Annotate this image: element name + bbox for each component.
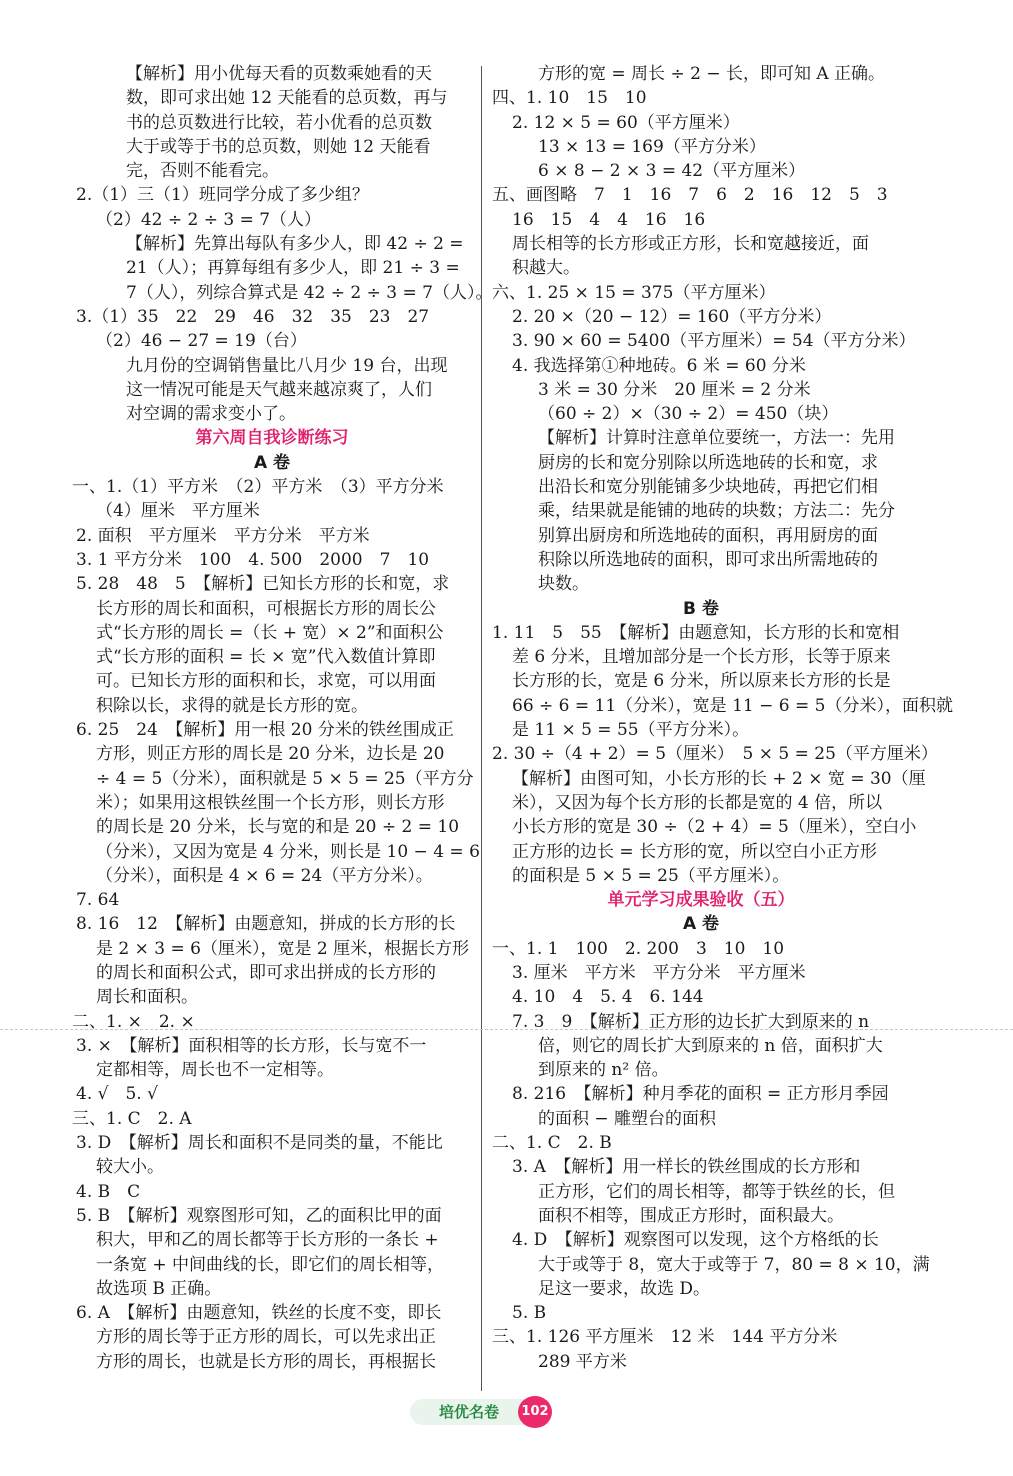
answer-line: 面积不相等，围成正方形时，面积最大。 [538, 1205, 844, 1226]
subsection-heading: A 卷 [682, 914, 720, 935]
answer-line: 6 × 8 − 2 × 3 = 42（平方厘米） [538, 161, 806, 182]
answer-line: 21（人）；再算每组有多少人，即 21 ÷ 3 = [126, 258, 460, 279]
answer-line: 正方形，它们的周长相等，都等于铁丝的长，但 [538, 1181, 895, 1202]
answer-line: （2）46 − 27 = 19（台） [96, 331, 307, 352]
answer-line: 7. 64 [76, 890, 120, 911]
answer-line: 乘，结果就是能铺的地砖的块数；方法二：先分 [538, 501, 895, 522]
answer-line: 4. √ 5. √ [76, 1084, 158, 1105]
answer-line: 3. D 【解析】周长和面积不是同类的量，不能比 [76, 1133, 443, 1154]
answer-line: 积除以所选地砖的面积，即可求出所需地砖的 [538, 549, 878, 570]
answer-line: 4. B C [76, 1181, 141, 1202]
answer-line: 6. A 【解析】由题意知，铁丝的长度不变，即长 [76, 1303, 442, 1324]
right-column [492, 62, 953, 1374]
answer-line: 积越大。 [512, 258, 580, 279]
answer-line: 一、1. 1 100 2. 200 3 10 10 [492, 938, 785, 959]
answer-line: 8. 216 【解析】种月季花的面积 = 正方形月季园 [512, 1084, 889, 1105]
answer-line: 到原来的 n² 倍。 [538, 1060, 669, 1081]
answer-line: 大于或等于书的总页数，则她 12 天能看 [126, 136, 431, 157]
answer-line: 是 11 × 5 = 55（平方分米）。 [512, 720, 750, 741]
answer-line: 米），又因为每个长方形的长都是宽的 4 倍，所以 [512, 792, 883, 813]
answer-line: 三、1. 126 平方厘米 12 米 144 平方分米 [492, 1327, 838, 1348]
section-heading: 第六周自我诊断练习 [195, 428, 349, 449]
answer-line: 二、1. × 2. × [72, 1011, 195, 1032]
footer-brand: 培优名卷 [410, 1399, 528, 1425]
answer-line: 完，否则不能看完。 [126, 161, 279, 182]
answer-line: 长方形的长，宽是 6 分米，所以原来长方形的长是 [512, 671, 891, 692]
left-column [72, 62, 493, 1374]
page-number: 102 [518, 1396, 552, 1428]
answer-line: 3. 1 平方分米 100 4. 500 2000 7 10 [76, 549, 430, 570]
answer-line: （分米），面积是 4 × 6 = 24（平方分米）。 [96, 865, 433, 886]
answer-line: 16 15 4 4 16 16 [512, 209, 706, 230]
answer-line: 周长相等的长方形或正方形，长和宽越接近，面 [512, 234, 869, 255]
answer-line: 别算出厨房和所选地砖的面积，再用厨房的面 [538, 525, 878, 546]
answer-line: 3 米 = 30 分米 20 厘米 = 2 分米 [538, 379, 811, 400]
answer-line: 书的总页数进行比较，若小优看的总页数 [126, 112, 432, 133]
answer-line: 13 × 13 = 169（平方分米） [538, 136, 766, 157]
answer-line: （4）厘米 平方厘米 [96, 501, 260, 522]
answer-line: （分米），又因为宽是 4 分米，则长是 10 − 4 = 6 [96, 841, 480, 862]
answer-line: 方形，则正方形的周长是 20 分米，边长是 20 [96, 744, 445, 765]
answer-line: 3. 厘米 平方米 平方分米 平方厘米 [512, 962, 806, 983]
answer-line: 周长和面积。 [96, 987, 198, 1008]
answer-line: 较大小。 [96, 1157, 164, 1178]
answer-line: 三、1. C 2. A [72, 1108, 192, 1129]
answer-line: 66 ÷ 6 = 11（分米），宽是 11 − 6 = 5（分米），面积就 [512, 695, 953, 716]
answer-line: 的面积 − 雕塑台的面积 [538, 1108, 717, 1129]
answer-line: 出沿长和宽分别能铺多少块地砖，再把它们相 [538, 477, 878, 498]
answer-line: 【解析】由图可知，小长方形的长 + 2 × 宽 = 30（厘 [512, 768, 926, 789]
subsection-heading: B 卷 [683, 598, 719, 619]
answer-line: 式“长方形的面积 = 长 × 宽”代入数值计算即 [96, 647, 436, 668]
answer-line: 方形的周长，也就是长方形的周长，再根据长 [96, 1351, 436, 1372]
fold-line [0, 1029, 1013, 1030]
answer-line: 3. × 【解析】面积相等的长方形，长与宽不一 [76, 1035, 427, 1056]
answer-line: 六、1. 25 × 15 = 375（平方厘米） [492, 282, 776, 303]
answer-line: 大于或等于 8，宽大于或等于 7，80 = 8 × 10，满 [538, 1254, 930, 1275]
answer-line: 2.（1）三（1）班同学分成了多少组？ [76, 185, 369, 206]
answer-line: 5. B 【解析】观察图形可知，乙的面积比甲的面 [76, 1205, 442, 1226]
answer-line: 故选项 B 正确。 [96, 1278, 222, 1299]
answer-line: 块数。 [538, 574, 589, 595]
answer-line: 积除以长，求得的就是长方形的宽。 [96, 695, 368, 716]
answer-line: 【解析】用小优每天看的页数乘她看的天 [126, 64, 432, 84]
answer-line: 是 2 × 3 = 6（厘米），宽是 2 厘米，根据长方形 [96, 938, 470, 959]
answer-line: 1. 11 5 55 【解析】由题意知，长方形的长和宽相 [492, 622, 900, 643]
subsection-heading: A 卷 [253, 452, 291, 473]
answer-line: 6. 25 24 【解析】用一根 20 分米的铁丝围成正 [76, 720, 454, 741]
answer-line: 4. D 【解析】观察图可以发现，这个方格纸的长 [512, 1230, 879, 1251]
answer-line: 3. 90 × 60 = 5400（平方厘米）= 54（平方分米） [512, 331, 916, 352]
answer-line: 小长方形的宽是 30 ÷（2 + 4）= 5（厘米），空白小 [512, 817, 917, 838]
answer-line: 5. B [512, 1303, 547, 1324]
answer-line: 一条宽 + 中间曲线的长，即它们的周长相等， [96, 1254, 445, 1275]
answer-line: 4. 10 4 5. 4 6. 144 [512, 987, 704, 1008]
column-divider [481, 66, 482, 1391]
answer-line: 足这一要求，故选 D。 [538, 1278, 711, 1299]
answer-line: 定都相等，周长也不一定相等。 [96, 1060, 334, 1081]
answer-line: 方形的周长等于正方形的周长，可以先求出正 [96, 1327, 436, 1348]
answer-line: 四、1. 10 15 10 [492, 88, 647, 109]
answer-line: 2. 面积 平方厘米 平方分米 平方米 [76, 525, 370, 546]
answer-line: 7. 3 9 【解析】正方形的边长扩大到原来的 n [512, 1011, 870, 1032]
answer-line: 【解析】先算出每队有多少人，即 42 ÷ 2 = [126, 234, 464, 255]
answer-line: 的周长是 20 分米，长与宽的和是 20 ÷ 2 = 10 [96, 817, 460, 838]
answer-line: 积大，甲和乙的周长都等于长方形的一条长 + [96, 1230, 439, 1251]
answer-line: 2. 12 × 5 = 60（平方厘米） [512, 112, 740, 133]
answer-line: 的周长和面积公式，即可求出拼成的长方形的 [96, 962, 436, 983]
answer-line: 九月份的空调销售量比八月少 19 台，出现 [126, 355, 448, 376]
answer-line: 可。已知长方形的面积和长，求宽，可以用面 [96, 671, 436, 692]
answer-line: 厨房的长和宽分别除以所选地砖的长和宽，求 [538, 452, 878, 473]
answer-line: 3. A 【解析】用一样长的铁丝围成的长方形和 [512, 1157, 861, 1178]
answer-line: 7（人），列综合算式是 42 ÷ 2 ÷ 3 = 7（人）。 [126, 282, 493, 303]
answer-line: 8. 16 12 【解析】由题意知，拼成的长方形的长 [76, 914, 456, 935]
answer-line: 数，即可求出她 12 天能看的总页数，再与 [126, 88, 448, 109]
answer-line: ÷ 4 = 5（分米），面积就是 5 × 5 = 25（平方分 [96, 768, 474, 789]
answer-line: 差 6 分米，且增加部分是一个长方形，长等于原来 [512, 647, 891, 668]
answer-line: 这一情况可能是天气越来越凉爽了，人们 [126, 379, 432, 400]
answer-line: 式“长方形的周长 =（长 + 宽）× 2”和面积公 [96, 622, 444, 643]
answer-line: 289 平方米 [538, 1351, 627, 1372]
section-heading: 单元学习成果验收（五） [607, 890, 795, 911]
answer-line: （60 ÷ 2）×（30 ÷ 2）= 450（块） [538, 404, 839, 425]
answer-line: 一、1.（1）平方米 （2）平方米 （3）平方分米 [72, 477, 444, 498]
page-footer [410, 1396, 555, 1426]
answer-line: 3.（1）35 22 29 46 32 35 23 27 [76, 306, 430, 327]
answer-line: 米）；如果用这根铁丝围一个长方形，则长方形 [96, 792, 445, 813]
answer-line: 5. 28 48 5 【解析】已知长方形的长和宽，求 [76, 574, 450, 595]
answer-line: 方形的宽 = 周长 ÷ 2 − 长，即可知 A 正确。 [538, 64, 886, 84]
answer-line: 长方形的周长和面积，可根据长方形的周长公 [96, 598, 436, 619]
answer-line: 二、1. C 2. B [492, 1133, 612, 1154]
answer-line: 的面积是 5 × 5 = 25（平方厘米）。 [512, 865, 790, 886]
answer-line: 4. 我选择第①种地砖。6 米 = 60 分米 [512, 355, 806, 376]
answer-line: 【解析】计算时注意单位要统一，方法一：先用 [538, 428, 895, 449]
answer-line: 正方形的边长 = 长方形的宽，所以空白小正方形 [512, 841, 878, 862]
answer-line: 2. 30 ÷（4 + 2）= 5（厘米） 5 × 5 = 25（平方厘米） [492, 744, 938, 765]
answer-line: 对空调的需求变小了。 [126, 404, 296, 425]
answer-line: 2. 20 ×（20 − 12）= 160（平方分米） [512, 306, 832, 327]
answer-line: （2）42 ÷ 2 ÷ 3 = 7（人） [96, 209, 322, 230]
answer-line: 倍，则它的周长扩大到原来的 n 倍，面积扩大 [538, 1035, 883, 1056]
answer-line: 五、画图略 7 1 16 7 6 2 16 12 5 3 [492, 185, 888, 206]
